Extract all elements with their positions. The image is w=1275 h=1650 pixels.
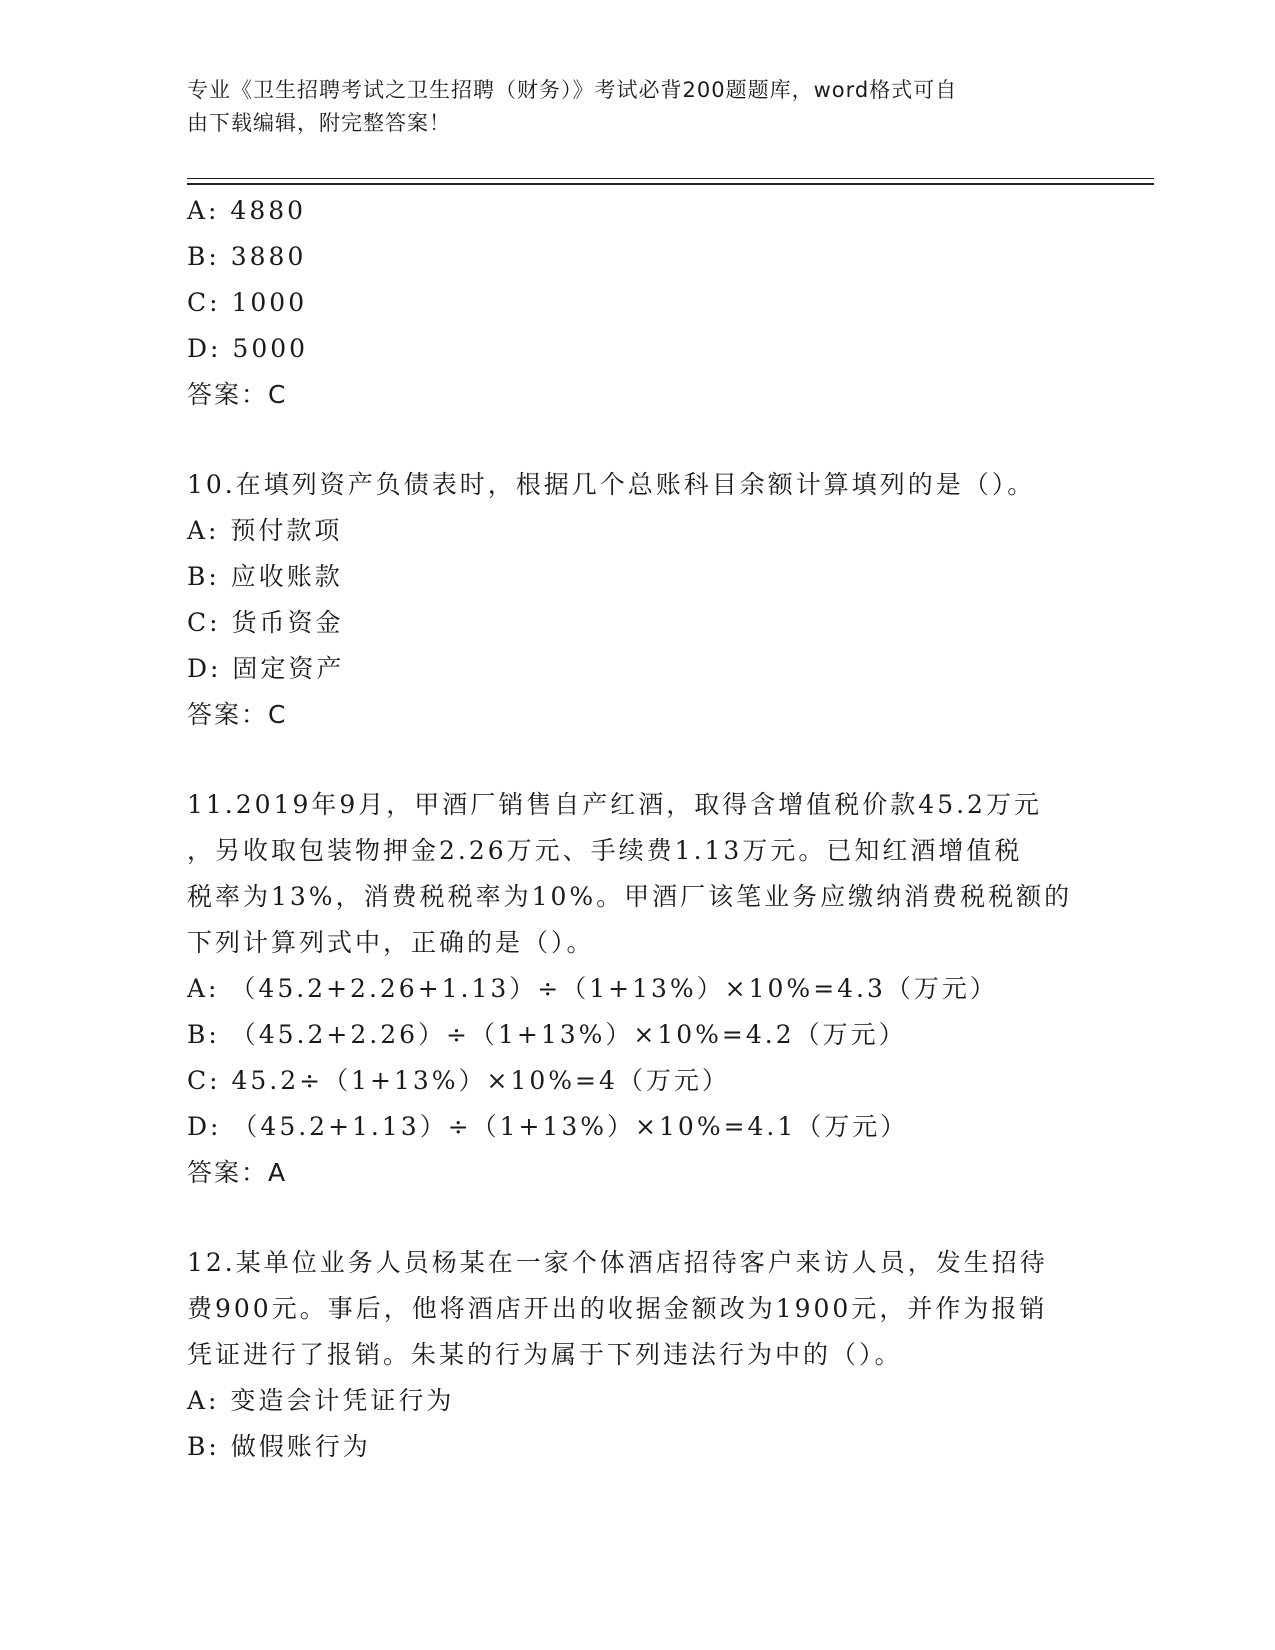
option-c: C: 45.2÷（1+13%）×10%=4（万元） [187, 1066, 730, 1095]
option-c: C: 货币资金 [187, 608, 344, 637]
spacer [187, 738, 1087, 782]
option-a: A: 预付款项 [187, 516, 343, 545]
question-text: 费900元。事后，他将酒店开出的收据金额改为1900元，并作为报销 [187, 1294, 1048, 1323]
header-line-1: 专业《卫生招聘考试之卫生招聘（财务）》考试必背200题题库，word格式可自 [187, 78, 958, 102]
option-d: D: （45.2+1.13）÷（1+13%）×10%=4.1（万元） [187, 1112, 909, 1141]
option-a: A: （45.2+2.26+1.13）÷（1+13%）×10%=4.3（万元） [187, 974, 998, 1003]
option-c: C: 1000 [187, 288, 308, 317]
question-text: ，另收取包装物押金2.26万元、手续费1.13万元。已知红酒增值税 [187, 836, 1023, 865]
option-d: D: 固定资产 [187, 654, 345, 683]
header-line-2: 由下载编辑，附完整答案！ [187, 111, 451, 135]
answer-label: 答案：A [187, 1158, 288, 1187]
question-9 [187, 188, 1087, 418]
question-text: 12.某单位业务人员杨某在一家个体酒店招待客户来访人员，发生招待 [187, 1248, 1048, 1277]
option-b: B: 3880 [187, 242, 307, 271]
question-10 [187, 462, 1087, 738]
question-text: 税率为13%，消费税税率为10%。甲酒厂该笔业务应缴纳消费税税额的 [187, 882, 1073, 911]
option-b: B: 应收账款 [187, 562, 343, 591]
question-12 [187, 1240, 1087, 1470]
answer-label: 答案：C [187, 380, 288, 409]
question-content [187, 188, 1087, 1470]
option-d: D: 5000 [187, 334, 309, 363]
option-b: B: （45.2+2.26）÷（1+13%）×10%=4.2（万元） [187, 1020, 907, 1049]
question-text: 下列计算列式中，正确的是（）。 [187, 928, 595, 957]
spacer [187, 1196, 1087, 1240]
answer-label: 答案：C [187, 700, 288, 729]
question-text: 凭证进行了报销。朱某的行为属于下列违法行为中的（）。 [187, 1340, 903, 1369]
header-divider-thin [187, 178, 1154, 179]
question-11 [187, 782, 1087, 1196]
option-b: B: 做假账行为 [187, 1432, 371, 1461]
spacer [187, 418, 1087, 462]
option-a: A: 4880 [187, 196, 307, 225]
question-text: 10.在填列资产负债表时，根据几个总账科目余额计算填列的是（）。 [187, 470, 1036, 499]
option-a: A: 变造会计凭证行为 [187, 1386, 455, 1415]
document-header [187, 74, 1087, 140]
question-text: 11.2019年9月，甲酒厂销售自产红酒，取得含增值税价款45.2万元 [187, 790, 1042, 819]
header-divider-thick [187, 183, 1154, 185]
